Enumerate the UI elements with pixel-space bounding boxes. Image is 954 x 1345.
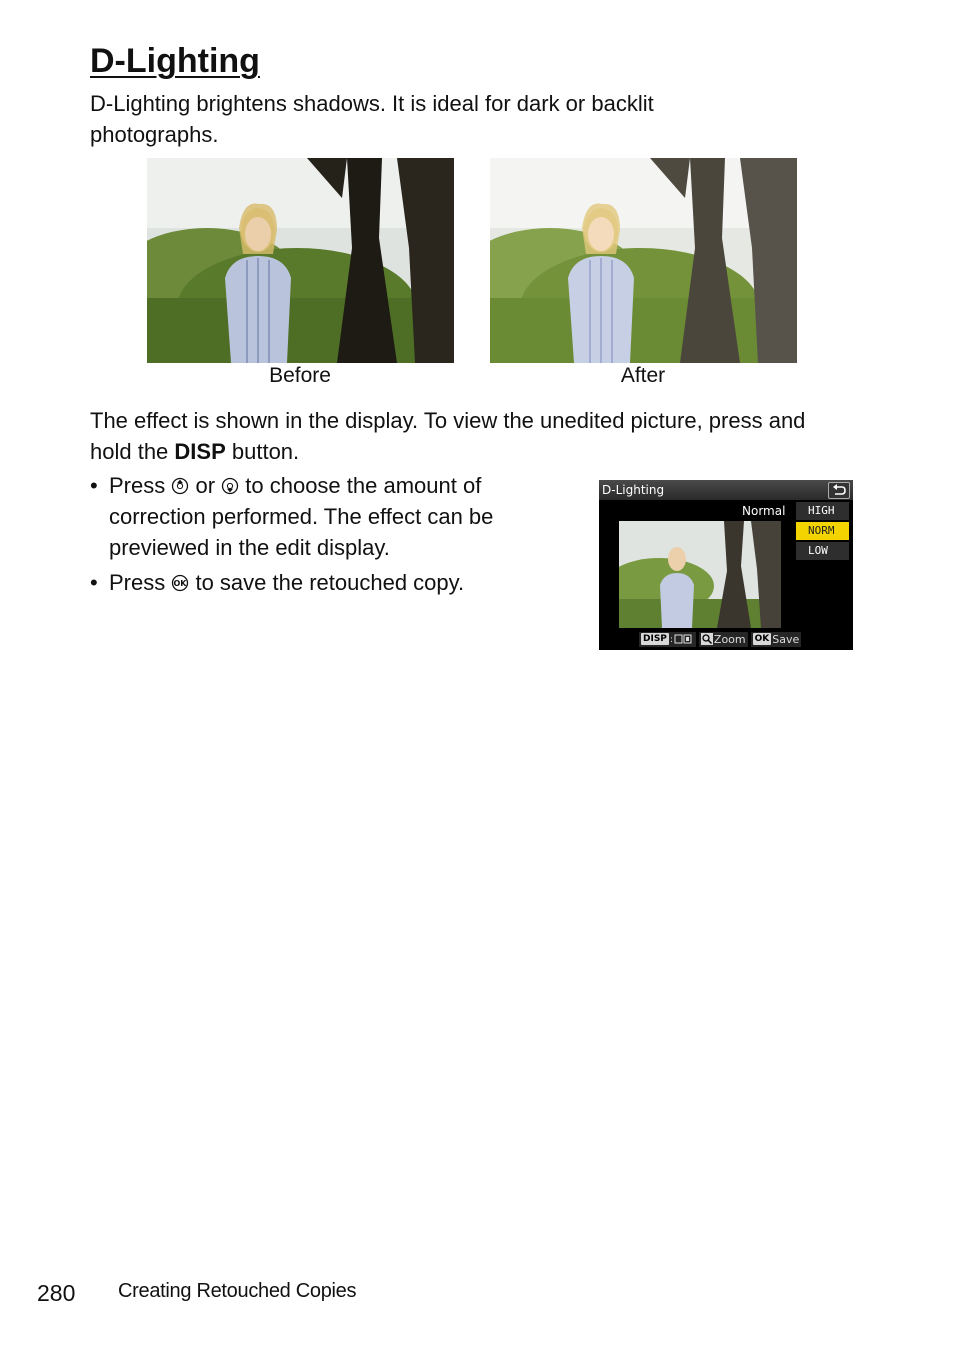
screen-title: D-Lighting bbox=[602, 483, 665, 497]
ok-key: OK bbox=[754, 634, 770, 644]
level-low-option[interactable]: LOW bbox=[796, 542, 849, 560]
return-icon[interactable] bbox=[828, 482, 850, 499]
svg-text::: : bbox=[669, 635, 673, 645]
after-caption: After bbox=[620, 364, 666, 387]
before-photo bbox=[147, 158, 454, 363]
correction-levels bbox=[796, 502, 849, 562]
preview-image bbox=[619, 521, 781, 628]
disp-hint[interactable] bbox=[639, 632, 696, 647]
instruction-text: to choose the amount of correction performed. The effect can be previewed in the edit display. bbox=[109, 473, 494, 560]
selected-mode-label: Normal bbox=[742, 504, 786, 518]
screen-footer bbox=[639, 631, 801, 647]
multi-selector-up-icon bbox=[171, 477, 189, 495]
svg-text:OK: OK bbox=[173, 579, 187, 589]
instruction-item-save bbox=[90, 567, 550, 598]
before-caption: Before bbox=[269, 364, 331, 387]
after-photo bbox=[490, 158, 797, 363]
instruction-list bbox=[90, 470, 550, 602]
instruction-text: to save the retouched copy. bbox=[189, 570, 465, 595]
disp-button-label: DISP bbox=[174, 439, 226, 464]
paragraph-text: The effect is shown in the display. To view the unedited picture, press and hold the bbox=[90, 408, 806, 464]
save-label: Save bbox=[772, 632, 800, 646]
instruction-text: Press bbox=[109, 473, 172, 498]
ok-button-icon bbox=[171, 574, 189, 592]
zoom-icon bbox=[701, 633, 713, 645]
page-number: 280 bbox=[37, 1280, 76, 1306]
paragraph-text-end: button. bbox=[225, 439, 300, 464]
multi-selector-down-icon bbox=[221, 477, 239, 495]
zoom-label: Zoom bbox=[713, 632, 746, 646]
level-high-option[interactable]: HIGH bbox=[796, 502, 849, 520]
page-title: D-Lighting bbox=[90, 42, 260, 80]
camera-screen bbox=[599, 480, 853, 650]
level-norm-option[interactable]: NORM bbox=[796, 522, 849, 540]
disp-key: DISP bbox=[643, 634, 667, 644]
instruction-text: or bbox=[189, 473, 222, 498]
zoom-hint[interactable] bbox=[699, 632, 748, 647]
intro-text: D-Lighting brightens shadows. It is ideal for dark or backlit photographs. bbox=[90, 91, 654, 147]
compare-icon bbox=[670, 633, 694, 645]
screen-header bbox=[599, 480, 853, 500]
display-paragraph bbox=[90, 405, 850, 467]
instruction-text: Press bbox=[109, 570, 172, 595]
section-footer: Creating Retouched Copies bbox=[118, 1280, 357, 1302]
instruction-item-choose bbox=[90, 470, 550, 563]
save-hint[interactable] bbox=[751, 632, 802, 647]
